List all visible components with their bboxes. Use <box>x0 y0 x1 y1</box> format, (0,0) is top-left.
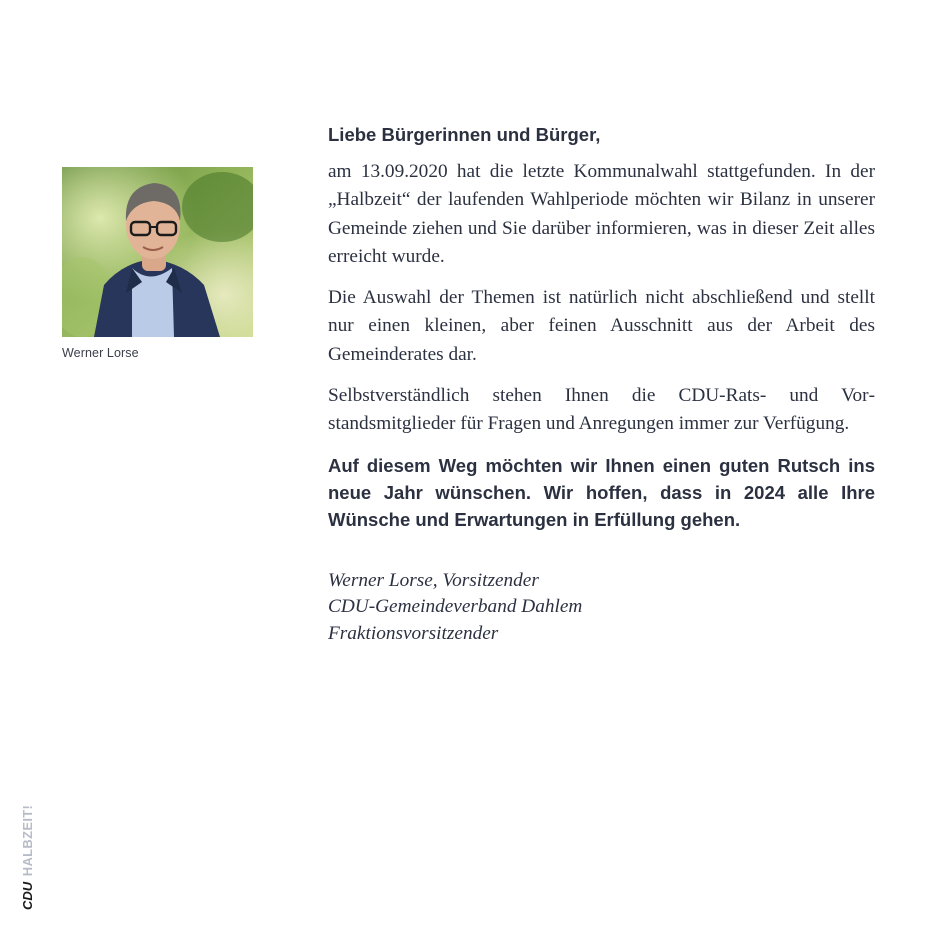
footer-brand <box>20 805 35 910</box>
letter-salutation: Liebe Bürgerinnen und Bürger, <box>328 124 601 145</box>
letter-paragraph: Selbstverständlich stehen Ihnen die CDU-Rats- und Vorstandsmitglieder für Fragen und Anregungen immer zur Verfügung. <box>328 385 875 435</box>
author-photo-block <box>62 167 253 360</box>
letter-paragraph: Die Auswahl der Themen ist natürlich nicht abschließend und stellt nur einen kleinen, aber feinen Ausschnitt aus der Arbeit des Gemeinderates dar. <box>328 287 875 365</box>
signature-line: Werner Lorse, Vorsitzender <box>328 569 539 591</box>
signature-line: Fraktionsvorsitzender <box>328 622 499 644</box>
brand-logo-text: CDU <box>20 881 35 910</box>
letter-body <box>328 124 875 647</box>
photo-caption: Werner Lorse <box>62 346 139 360</box>
signature-line: CDU-Gemeindeverband Dahlem <box>328 596 583 618</box>
brand-subtitle: HALBZEIT! <box>20 804 35 877</box>
signature-block <box>328 568 875 648</box>
author-portrait-image <box>62 167 253 337</box>
letter-closing: Auf diesem Weg möchten wir Ihnen einen guten Rutsch ins neue Jahr wünschen. Wir hoffen, dass in 2024 alle Ihre Wünsche und Erwartungen in Erfüllung gehen. <box>328 454 875 531</box>
letter-paragraph: am 13.09.2020 hat die letzte Kommunalwahl stattgefunden. In der „Halbzeit“ der laufenden Wahlperiode möchten wir Bilanz in unserer Gemeinde ziehen und Sie darüber informieren, was in dieser Zeit alles erreicht wurde. <box>328 161 875 267</box>
